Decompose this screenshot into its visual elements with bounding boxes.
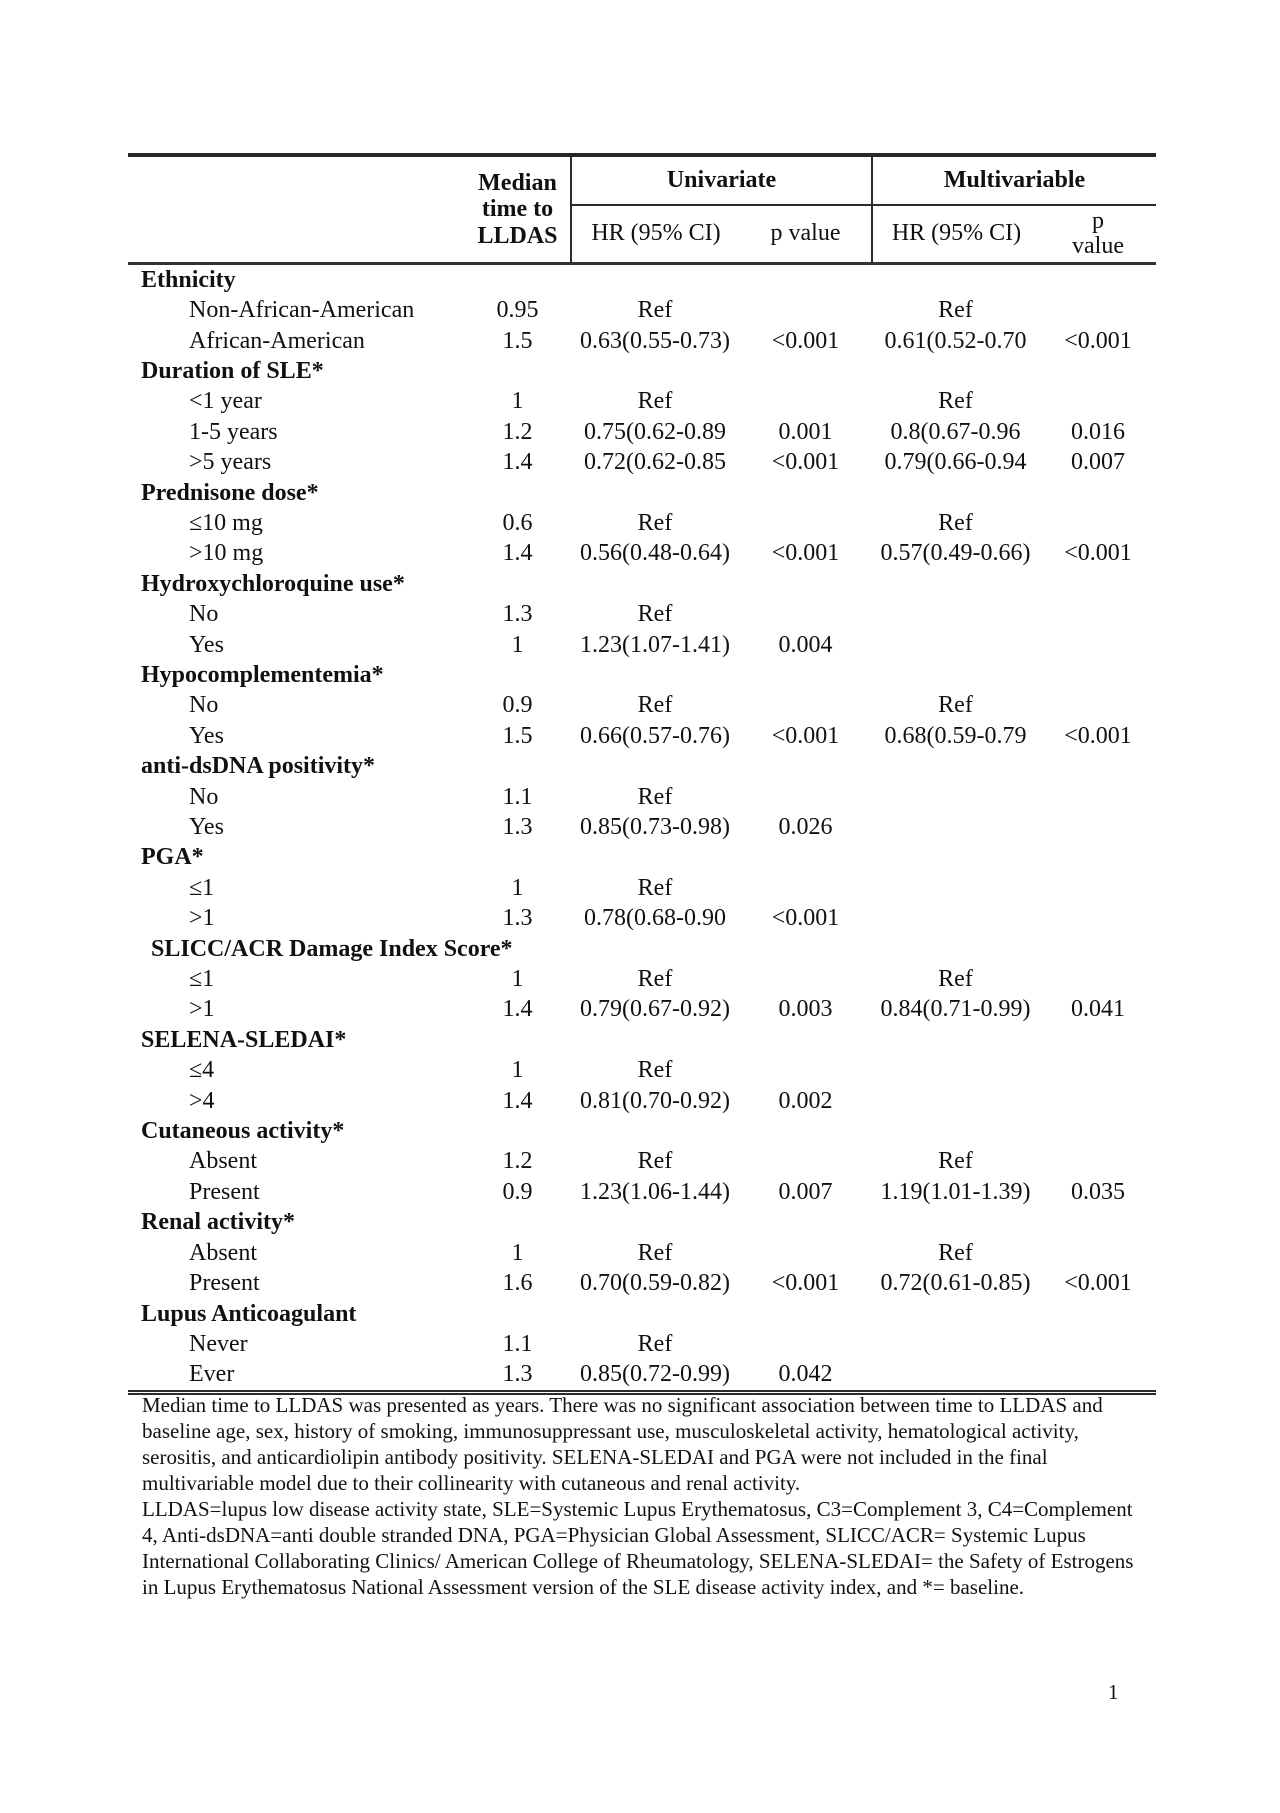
row-label: Hydroxychloroquine use* bbox=[141, 570, 405, 597]
median-time-value: 1 bbox=[511, 631, 524, 658]
row-label: PGA* bbox=[141, 844, 204, 871]
table-row bbox=[128, 691, 1156, 721]
univariate-p-value: <0.001 bbox=[771, 905, 840, 932]
multivariable-subheaders bbox=[873, 206, 1156, 262]
table-header bbox=[128, 153, 1156, 265]
row-label: ≤1 bbox=[189, 874, 215, 901]
median-time-value: 1 bbox=[511, 1057, 524, 1084]
table-row bbox=[128, 1147, 1156, 1177]
univariate-hr-value: 0.81(0.70-0.92) bbox=[580, 1087, 730, 1114]
univariate-p-value: 0.003 bbox=[778, 996, 833, 1023]
median-time-value: 0.95 bbox=[496, 297, 539, 324]
univariate-hr-value: 0.72(0.62-0.85 bbox=[584, 449, 726, 476]
univariate-p-value: 0.002 bbox=[778, 1087, 833, 1114]
row-label: Hypocomplementemia* bbox=[141, 661, 384, 688]
table-row bbox=[128, 630, 1156, 660]
row-label: >10 mg bbox=[189, 540, 264, 567]
table-row bbox=[128, 1208, 1156, 1238]
multivariable-hr-value: 0.8(0.67-0.96 bbox=[890, 418, 1021, 445]
row-label: Duration of SLE* bbox=[141, 357, 324, 384]
median-time-value: 1 bbox=[511, 966, 524, 993]
row-label: anti-dsDNA positivity* bbox=[141, 753, 376, 780]
row-label: Non-African-American bbox=[189, 297, 415, 324]
median-time-value: 1.6 bbox=[502, 1270, 533, 1297]
table-footnotes bbox=[142, 1392, 1147, 1600]
row-label: Never bbox=[189, 1330, 248, 1357]
row-label: Yes bbox=[189, 722, 224, 749]
univariate-p-value: <0.001 bbox=[771, 722, 840, 749]
table-row bbox=[128, 964, 1156, 994]
table-row bbox=[128, 934, 1156, 964]
table-row bbox=[128, 1025, 1156, 1055]
row-label: 1-5 years bbox=[189, 418, 278, 445]
col-header-univariate-hr: HR (95% CI) bbox=[591, 220, 721, 247]
univariate-hr-value: Ref bbox=[637, 1239, 673, 1266]
univariate-p-value: 0.026 bbox=[778, 814, 833, 841]
col-header-multivariable-hr: HR (95% CI) bbox=[891, 220, 1022, 247]
page-number: 1 bbox=[1108, 1680, 1119, 1704]
multivariable-p-value: 0.041 bbox=[1071, 996, 1125, 1023]
median-time-value: 1 bbox=[511, 874, 524, 901]
table-row bbox=[128, 1056, 1156, 1086]
row-label: Prednisone dose* bbox=[141, 479, 319, 506]
univariate-p-value: 0.004 bbox=[778, 631, 833, 658]
univariate-hr-value: 0.66(0.57-0.76) bbox=[580, 722, 730, 749]
row-label: Absent bbox=[189, 1239, 257, 1266]
univariate-hr-value: Ref bbox=[637, 966, 673, 993]
univariate-hr-value: Ref bbox=[637, 1330, 673, 1357]
multivariable-p-value: <0.001 bbox=[1064, 327, 1132, 354]
row-label: SLICC/ACR Damage Index Score* bbox=[151, 935, 513, 962]
row-label: Yes bbox=[189, 814, 224, 841]
median-time-value: 1.1 bbox=[502, 1330, 533, 1357]
median-time-value: 1.4 bbox=[502, 996, 533, 1023]
univariate-p-value: 0.001 bbox=[778, 418, 833, 445]
median-time-value: 0.9 bbox=[502, 692, 533, 719]
median-time-value: 1 bbox=[511, 388, 524, 415]
results-table bbox=[128, 153, 1156, 1395]
univariate-hr-value: 0.70(0.59-0.82) bbox=[580, 1270, 730, 1297]
univariate-hr-value: 1.23(1.06-1.44) bbox=[580, 1178, 730, 1205]
table-row bbox=[128, 782, 1156, 812]
table-row bbox=[128, 1299, 1156, 1329]
table-row bbox=[128, 1238, 1156, 1268]
univariate-group-title: Univariate bbox=[572, 157, 871, 206]
col-header-median-time-to-lldas: Median time to LLDAS bbox=[477, 169, 558, 249]
median-time-value: 1 bbox=[511, 1239, 524, 1266]
table-row bbox=[128, 1086, 1156, 1116]
univariate-p-value: <0.001 bbox=[771, 449, 840, 476]
univariate-hr-value: Ref bbox=[637, 297, 673, 324]
univariate-hr-value: 0.85(0.73-0.98) bbox=[580, 814, 730, 841]
multivariable-p-value: <0.001 bbox=[1064, 1270, 1132, 1297]
univariate-hr-value: Ref bbox=[637, 874, 673, 901]
median-time-value: 1.1 bbox=[502, 783, 533, 810]
table-row bbox=[128, 660, 1156, 690]
col-group-multivariable bbox=[871, 157, 1156, 262]
multivariable-hr-value: 1.19(1.01-1.39) bbox=[880, 1178, 1031, 1205]
table-row bbox=[128, 295, 1156, 325]
univariate-hr-value: Ref bbox=[637, 1148, 673, 1175]
univariate-hr-value: 1.23(1.07-1.41) bbox=[580, 631, 730, 658]
table-row bbox=[128, 1268, 1156, 1298]
multivariable-p-value: 0.035 bbox=[1071, 1178, 1125, 1205]
row-label: >4 bbox=[189, 1087, 215, 1114]
row-label: ≤1 bbox=[189, 966, 215, 993]
median-time-value: 1.3 bbox=[502, 1361, 533, 1388]
table-row bbox=[128, 326, 1156, 356]
multivariable-hr-value: Ref bbox=[938, 966, 973, 993]
footnote-abbreviations: LLDAS=lupus low disease activity state, SLE=Systemic Lupus Erythematosus, C3=Complement 3, C4=Complement 4, Anti-dsDNA=anti double stranded DNA, PGA=Physician Global Assessment, SLICC/ACR= Systemic Lupus International Collaborating Clinics/ American College of Rheumatology, SELENA-SLEDAI= the Safety of Estrogens in Lupus Erythematosus National Assessment version of the SLE disease activity index, and *= baseline. bbox=[142, 1497, 1134, 1599]
footnote-note: Median time to LLDAS was presented as years. There was no significant association between time to LLDAS and baseline age, sex, history of smoking, immunosuppressant use, musculoskeletal activity, hematological activity, serositis, and anticardiolipin antibody positivity. SELENA-SLEDAI and PGA were not included in the final multivariable model due to their collinearity with cutaneous and renal activity. bbox=[142, 1393, 1103, 1495]
univariate-hr-value: Ref bbox=[637, 388, 673, 415]
row-label: Ever bbox=[189, 1361, 235, 1388]
col-header-univariate-p: p value bbox=[770, 220, 841, 247]
median-time-value: 1.3 bbox=[502, 905, 533, 932]
multivariable-hr-value: 0.68(0.59-0.79 bbox=[884, 722, 1027, 749]
row-label: Yes bbox=[189, 631, 224, 658]
multivariable-hr-value: Ref bbox=[938, 388, 973, 415]
row-label: Cutaneous activity* bbox=[141, 1118, 345, 1145]
table-row bbox=[128, 447, 1156, 477]
table-row bbox=[128, 265, 1156, 295]
median-time-value: 1.5 bbox=[502, 327, 533, 354]
table-row bbox=[128, 478, 1156, 508]
univariate-hr-value: Ref bbox=[637, 783, 673, 810]
median-time-value: 1.2 bbox=[502, 418, 533, 445]
median-time-value: 0.9 bbox=[502, 1178, 533, 1205]
table-row bbox=[128, 843, 1156, 873]
table-row bbox=[128, 1329, 1156, 1359]
row-label: ≤4 bbox=[189, 1057, 215, 1084]
multivariable-hr-value: 0.84(0.71-0.99) bbox=[880, 996, 1031, 1023]
row-label: >1 bbox=[189, 905, 215, 932]
median-time-value: 1.3 bbox=[502, 814, 533, 841]
table-row bbox=[128, 599, 1156, 629]
row-label: African-American bbox=[189, 327, 365, 354]
univariate-hr-value: Ref bbox=[637, 1057, 673, 1084]
median-time-value: 1.5 bbox=[502, 722, 533, 749]
multivariable-hr-value: Ref bbox=[938, 692, 973, 719]
univariate-p-value: <0.001 bbox=[771, 1270, 840, 1297]
univariate-hr-value: 0.79(0.67-0.92) bbox=[580, 996, 730, 1023]
table-row bbox=[128, 1360, 1156, 1390]
col-group-univariate bbox=[570, 157, 871, 262]
median-time-value: 1.3 bbox=[502, 601, 533, 628]
multivariable-hr-value: Ref bbox=[938, 509, 973, 536]
multivariable-hr-value: 0.61(0.52-0.70 bbox=[884, 327, 1027, 354]
multivariable-hr-value: 0.79(0.66-0.94 bbox=[884, 449, 1027, 476]
table-row bbox=[128, 904, 1156, 934]
row-label: Renal activity* bbox=[141, 1209, 295, 1236]
row-label: Lupus Anticoagulant bbox=[141, 1300, 357, 1327]
table-row bbox=[128, 417, 1156, 447]
row-label: SELENA-SLEDAI* bbox=[141, 1026, 347, 1053]
univariate-hr-value: 0.63(0.55-0.73) bbox=[580, 327, 730, 354]
header-stub-cell bbox=[128, 157, 465, 262]
table-row bbox=[128, 1177, 1156, 1207]
median-time-value: 0.6 bbox=[502, 509, 533, 536]
table-body bbox=[128, 265, 1156, 1395]
row-label: >1 bbox=[189, 996, 215, 1023]
univariate-p-value: 0.042 bbox=[778, 1361, 833, 1388]
multivariable-group-title: Multivariable bbox=[873, 157, 1156, 206]
multivariable-p-value: 0.016 bbox=[1071, 418, 1125, 445]
univariate-p-value: <0.001 bbox=[771, 540, 840, 567]
univariate-hr-value: Ref bbox=[637, 509, 673, 536]
row-label: Absent bbox=[189, 1148, 257, 1175]
table-row bbox=[128, 508, 1156, 538]
table-row bbox=[128, 387, 1156, 417]
multivariable-hr-value: Ref bbox=[938, 1148, 973, 1175]
univariate-hr-value: Ref bbox=[637, 601, 673, 628]
multivariable-p-value: <0.001 bbox=[1064, 722, 1132, 749]
univariate-hr-value: 0.75(0.62-0.89 bbox=[584, 418, 726, 445]
table-row bbox=[128, 1116, 1156, 1146]
univariate-hr-value: 0.78(0.68-0.90 bbox=[584, 905, 726, 932]
row-label: ≤10 mg bbox=[189, 509, 263, 536]
univariate-hr-value: Ref bbox=[637, 692, 673, 719]
row-label: <1 year bbox=[189, 388, 262, 415]
table-row bbox=[128, 539, 1156, 569]
row-label: Ethnicity bbox=[141, 266, 236, 293]
table-row bbox=[128, 812, 1156, 842]
univariate-hr-value: 0.85(0.72-0.99) bbox=[580, 1361, 730, 1388]
table-row bbox=[128, 569, 1156, 599]
median-time-value: 1.4 bbox=[502, 540, 533, 567]
multivariable-hr-value: 0.57(0.49-0.66) bbox=[880, 540, 1031, 567]
median-time-value: 1.2 bbox=[502, 1148, 533, 1175]
table-row bbox=[128, 356, 1156, 386]
row-label: No bbox=[189, 692, 219, 719]
multivariable-hr-value: 0.72(0.61-0.85) bbox=[880, 1270, 1031, 1297]
median-time-value: 1.4 bbox=[502, 449, 533, 476]
multivariable-hr-value: Ref bbox=[938, 297, 973, 324]
median-time-value: 1.4 bbox=[502, 1087, 533, 1114]
univariate-subheaders bbox=[572, 206, 871, 262]
multivariable-p-value: 0.007 bbox=[1071, 449, 1125, 476]
row-label: No bbox=[189, 601, 219, 628]
multivariable-p-value: <0.001 bbox=[1064, 540, 1132, 567]
table-row bbox=[128, 752, 1156, 782]
col-header-multivariable-p: p value bbox=[1072, 207, 1124, 259]
row-label: No bbox=[189, 783, 219, 810]
univariate-hr-value: 0.56(0.48-0.64) bbox=[580, 540, 730, 567]
row-label: Present bbox=[189, 1270, 260, 1297]
multivariable-hr-value: Ref bbox=[938, 1239, 973, 1266]
row-label: >5 years bbox=[189, 449, 272, 476]
table-row bbox=[128, 873, 1156, 903]
univariate-p-value: <0.001 bbox=[771, 327, 840, 354]
table-row bbox=[128, 721, 1156, 751]
table-row bbox=[128, 995, 1156, 1025]
row-label: Present bbox=[189, 1178, 260, 1205]
univariate-p-value: 0.007 bbox=[778, 1178, 833, 1205]
